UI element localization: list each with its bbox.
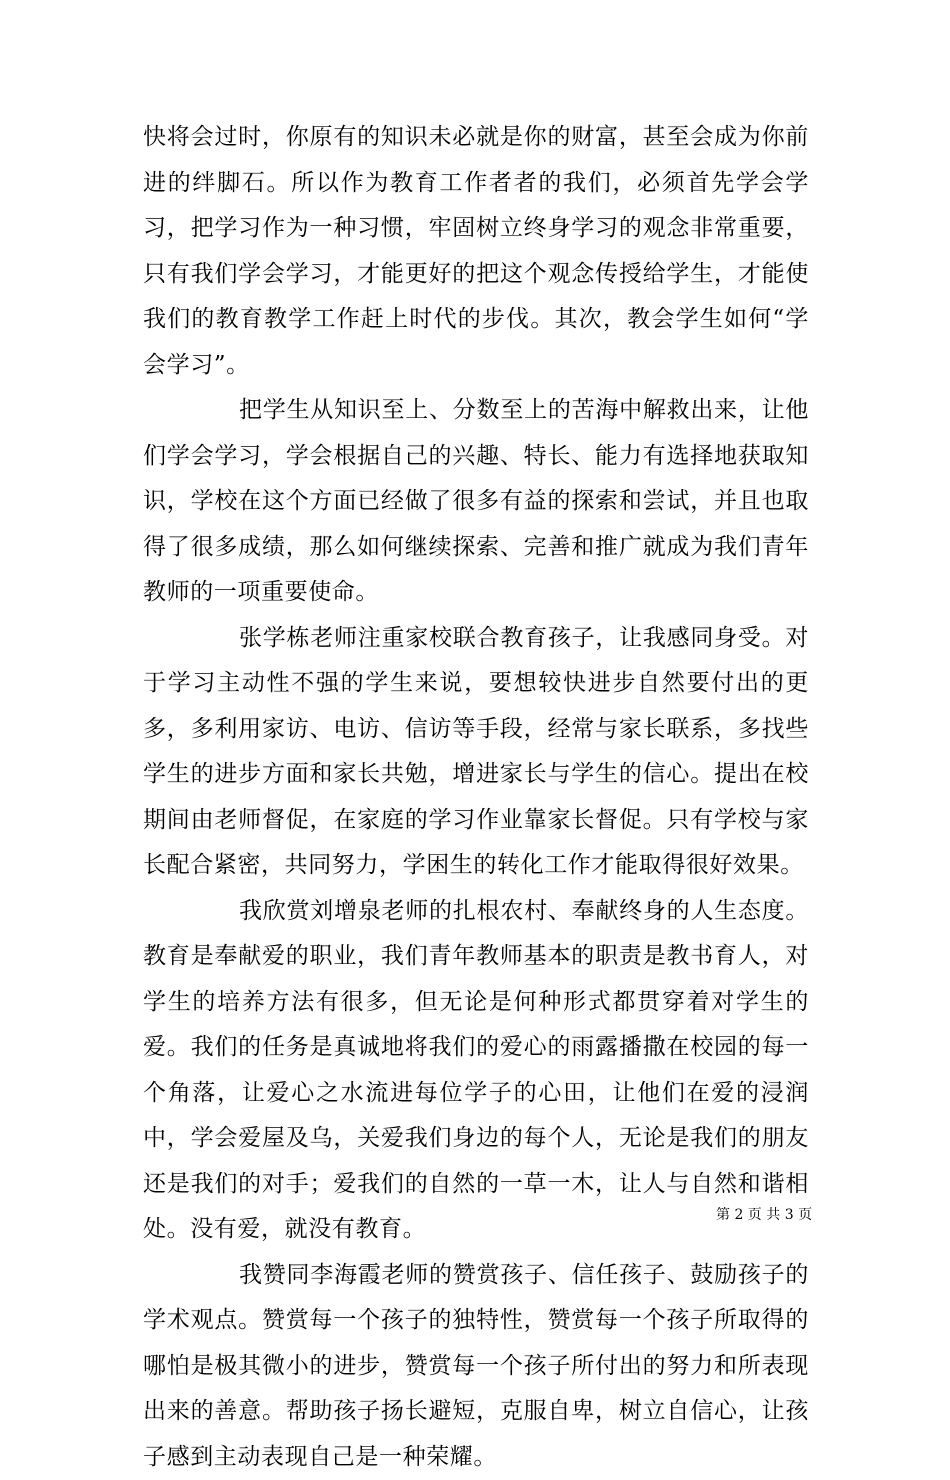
paragraph-4: 我欣赏刘增泉老师的扎根农村、奉献终身的人生态度。教育是奉献爱的职业，我们青年教师基本的职责是教书育人，对学生的培养方法有很多，但无论是何种形式都贯穿着对学生的爱。我们的任务是真诚地将我们的爱心的雨露播撒在校园的每一个角落，让爱心之水流进每位学子的心田，让他们在爱的浸润中，学会爱屋及乌，关爱我们身边的每个人，无论是我们的朋友还是我们的对手；爱我们的自然的一草一木，让人与自然和谐相处。没有爱，就没有教育。 bbox=[143, 889, 809, 1253]
page-number-footer: 第 2 页 共 3 页 bbox=[716, 1204, 812, 1224]
paragraph-2: 把学生从知识至上、分数至上的苦海中解救出来，让他们学会学习，学会根据自己的兴趣、特长、能力有选择地获取知识，学校在这个方面已经做了很多有益的探索和尝试，并且也取得了很多成绩，那么如何继续探索、完善和推广就成为我们青年教师的一项重要使命。 bbox=[143, 388, 809, 616]
document-body bbox=[143, 115, 809, 1480]
paragraph-5: 我赞同李海霞老师的赞赏孩子、信任孩子、鼓励孩子的学术观点。赞赏每一个孩子的独特性，赞赏每一个孩子所取得的哪怕是极其微小的进步，赞赏每一个孩子所付出的努力和所表现出来的善意。帮助孩子扬长避短，克服自卑，树立自信心，让孩子感到主动表现自己是一种荣耀。 bbox=[143, 1253, 809, 1480]
paragraph-1: 快将会过时，你原有的知识未必就是你的财富，甚至会成为你前进的绊脚石。所以作为教育工作者者的我们，必须首先学会学习，把学习作为一种习惯，牢固树立终身学习的观念非常重要，只有我们学会学习，才能更好的把这个观念传授给学生，才能使我们的教育教学工作赶上时代的步伐。其次，教会学生如何“学会学习”。 bbox=[143, 115, 809, 388]
paragraph-3: 张学栋老师注重家校联合教育孩子，让我感同身受。对于学习主动性不强的学生来说，要想较快进步自然要付出的更多，多利用家访、电访、信访等手段，经常与家长联系，多找些学生的进步方面和家长共勉，增进家长与学生的信心。提出在校期间由老师督促，在家庭的学习作业靠家长督促。只有学校与家长配合紧密，共同努力，学困生的转化工作才能取得很好效果。 bbox=[143, 616, 809, 889]
